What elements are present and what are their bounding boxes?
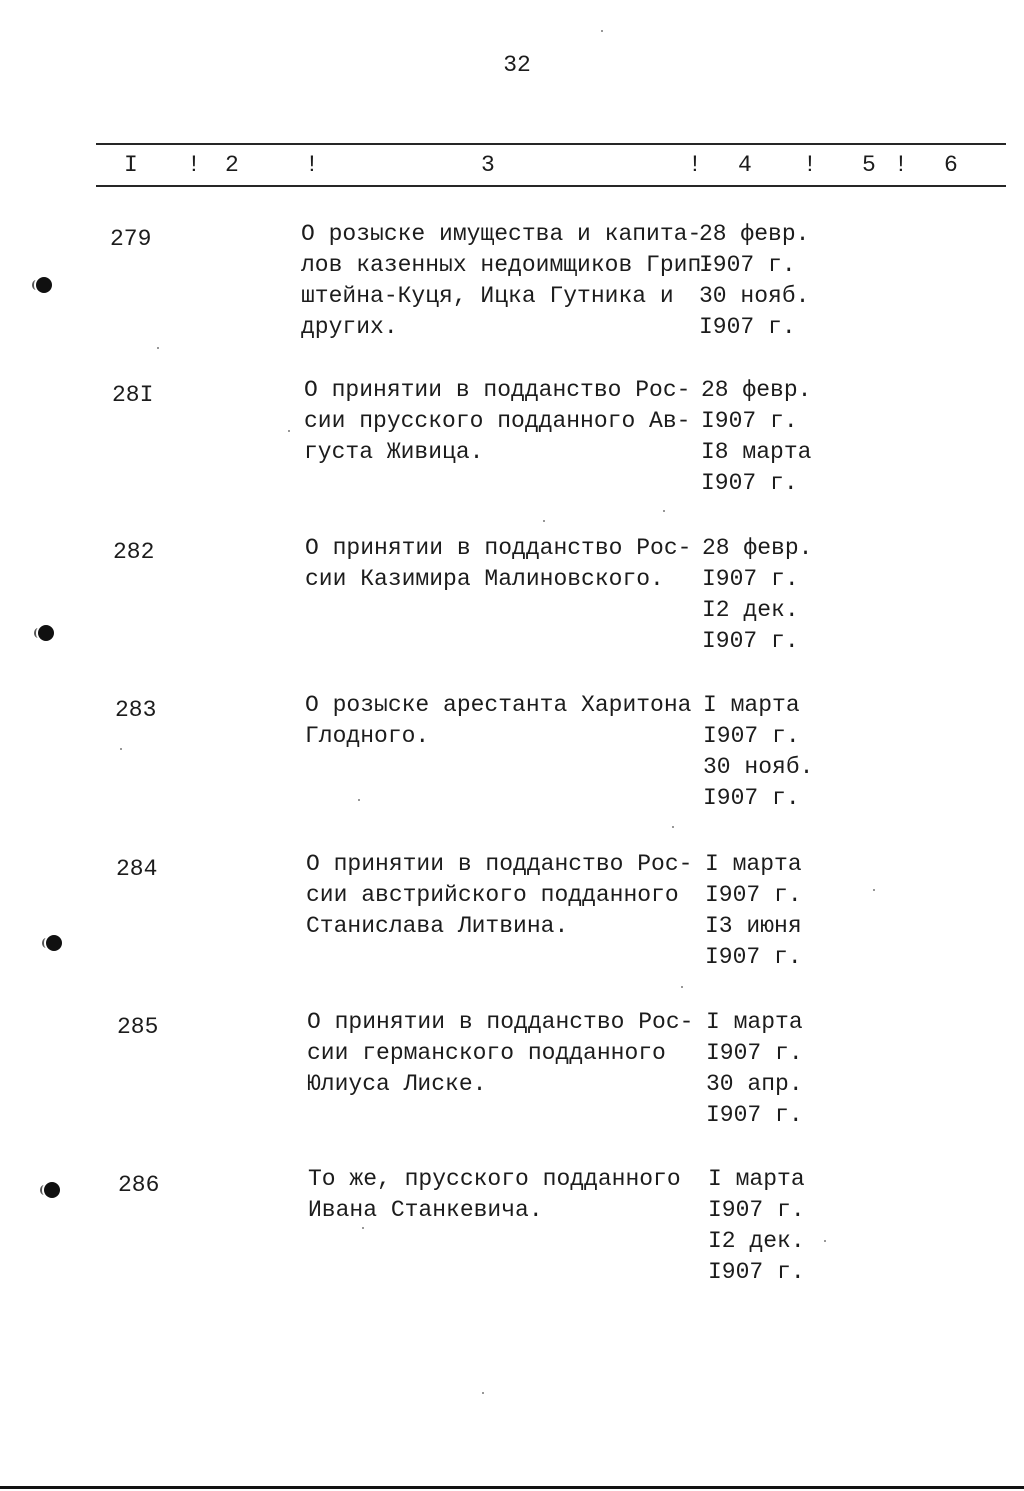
- row-dates: I марта I907 г. I3 июня I907 г.: [705, 851, 802, 970]
- row-description: О принятии в подданство Рос- сии Казимира Малиновского.: [305, 535, 692, 592]
- header-top-rule: [96, 143, 1006, 145]
- row-description: О принятии в подданство Рос- сии германского подданного Юлиуса Лиске.: [307, 1009, 694, 1097]
- row-description: То же, прусского подданного Ивана Станкевича.: [308, 1166, 681, 1223]
- row-description: О розыске арестанта Харитона Глодного.: [305, 692, 692, 749]
- header-separator: !: [803, 152, 817, 178]
- row-number: 279: [110, 226, 152, 252]
- row-number: 282: [113, 539, 155, 565]
- header-bottom-rule: [96, 185, 1006, 187]
- row-number: 28I: [112, 382, 154, 408]
- row-dates: 28 февр. I907 г. I8 марта I907 г.: [701, 377, 812, 496]
- binding-hole: [38, 625, 54, 641]
- row-description: О розыске имущества и капита- лов казенных недоимщиков Грип- штейна-Куця, Ицка Гутника и других.: [301, 221, 716, 340]
- header-col-5: 5: [862, 152, 876, 178]
- row-dates: 28 февр. I907 г. 30 нояб. I907 г.: [699, 221, 810, 340]
- row-number: 285: [117, 1014, 159, 1040]
- header-col-4: 4: [738, 152, 752, 178]
- header-col-1: I: [124, 152, 138, 178]
- header-col-2: 2: [225, 152, 239, 178]
- header-separator: !: [688, 152, 702, 178]
- binding-hole: [46, 935, 62, 951]
- row-description: О принятии в подданство Рос- сии прусского подданного Ав- густа Живица.: [304, 377, 691, 465]
- row-dates: I марта I907 г. I2 дек. I907 г.: [708, 1166, 805, 1285]
- binding-hole: [44, 1182, 60, 1198]
- page-number: 32: [503, 52, 531, 78]
- header-separator: !: [305, 152, 319, 178]
- row-dates: I марта I907 г. 30 апр. I907 г.: [706, 1009, 803, 1128]
- row-number: 286: [118, 1172, 160, 1198]
- row-dates: I марта I907 г. 30 нояб. I907 г.: [703, 692, 814, 811]
- row-dates: 28 февр. I907 г. I2 дек. I907 г.: [702, 535, 813, 654]
- scan-bottom-edge: [0, 1486, 1024, 1489]
- binding-hole: [36, 277, 52, 293]
- row-description: О принятии в подданство Рос- сии австрийского подданного Станислава Литвина.: [306, 851, 693, 939]
- header-col-6: 6: [944, 152, 958, 178]
- row-number: 283: [115, 697, 157, 723]
- header-separator: !: [187, 152, 201, 178]
- header-col-3: 3: [481, 152, 495, 178]
- row-number: 284: [116, 856, 158, 882]
- header-separator: !: [894, 152, 908, 178]
